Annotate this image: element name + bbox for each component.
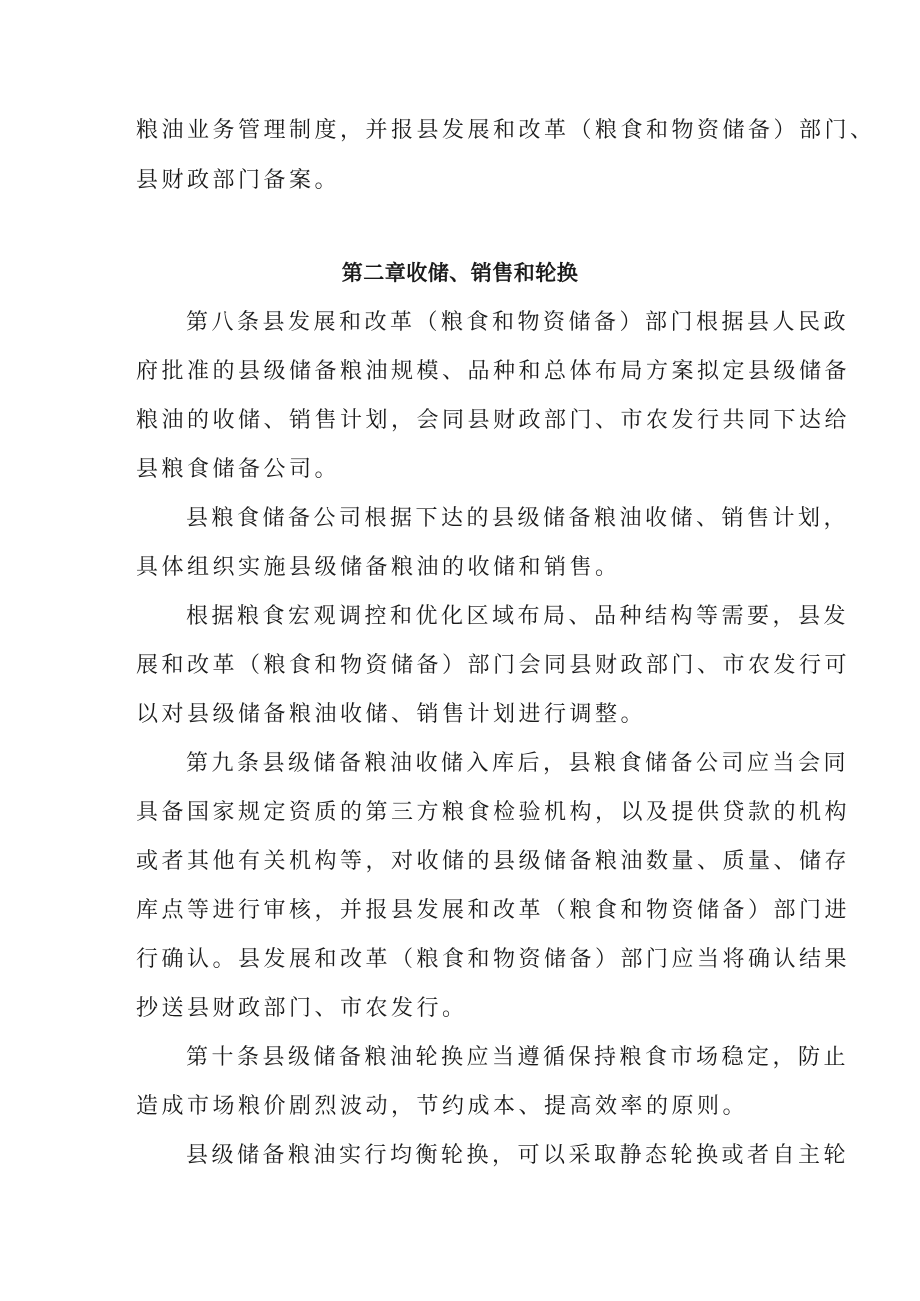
text-line: 粮油的收储、销售计划，会同县财政部门、市农发行共同下达给 <box>136 408 851 433</box>
text-line: 县粮食储备公司。 <box>136 457 341 482</box>
text-line: 具体组织实施县级储备粮油的收储和销售。 <box>136 555 621 580</box>
text-line: 行确认。县发展和改革（粮食和物资储备）部门应当将确认结果 <box>136 947 851 972</box>
text-line: 县财政部门备案。 <box>136 168 341 193</box>
paragraph-start-line: 县级储备粮油实行均衡轮换，可以采取静态轮换或者自主轮 <box>186 1143 850 1168</box>
text-line: 府批准的县级储备粮油规模、品种和总体布局方案拟定县级储备 <box>136 359 851 384</box>
paragraph-start-line: 第十条县级储备粮油轮换应当遵循保持粮食市场稳定，防止 <box>186 1045 850 1070</box>
text-line: 粮油业务管理制度，并报县发展和改革（粮食和物资储备）部门、 <box>136 118 876 143</box>
paragraph-start-line: 县粮食储备公司根据下达的县级储备粮油收储、销售计划， <box>186 506 850 531</box>
chapter-heading: 第二章收储、销售和轮换 <box>341 261 579 285</box>
text-line: 库点等进行审核，并报县发展和改革（粮食和物资储备）部门进 <box>136 898 851 923</box>
text-line: 具备国家规定资质的第三方粮食检验机构，以及提供贷款的机构 <box>136 800 851 825</box>
paragraph-start-line: 第九条县级储备粮油收储入库后，县粮食储备公司应当会同 <box>186 751 850 776</box>
paragraph-start-line: 第八条县发展和改革（粮食和物资储备）部门根据县人民政 <box>186 310 850 335</box>
text-line: 展和改革（粮食和物资储备）部门会同县财政部门、市农发行可 <box>136 653 851 678</box>
paragraph-start-line: 根据粮食宏观调控和优化区域布局、品种结构等需要，县发 <box>186 604 850 629</box>
text-line: 造成市场粮价剧烈波动，节约成本、提高效率的原则。 <box>136 1094 749 1119</box>
text-line: 或者其他有关机构等，对收储的县级储备粮油数量、质量、储存 <box>136 849 851 874</box>
text-line: 以对县级储备粮油收储、销售计划进行调整。 <box>136 702 647 727</box>
text-line: 抄送县财政部门、市农发行。 <box>136 996 468 1021</box>
